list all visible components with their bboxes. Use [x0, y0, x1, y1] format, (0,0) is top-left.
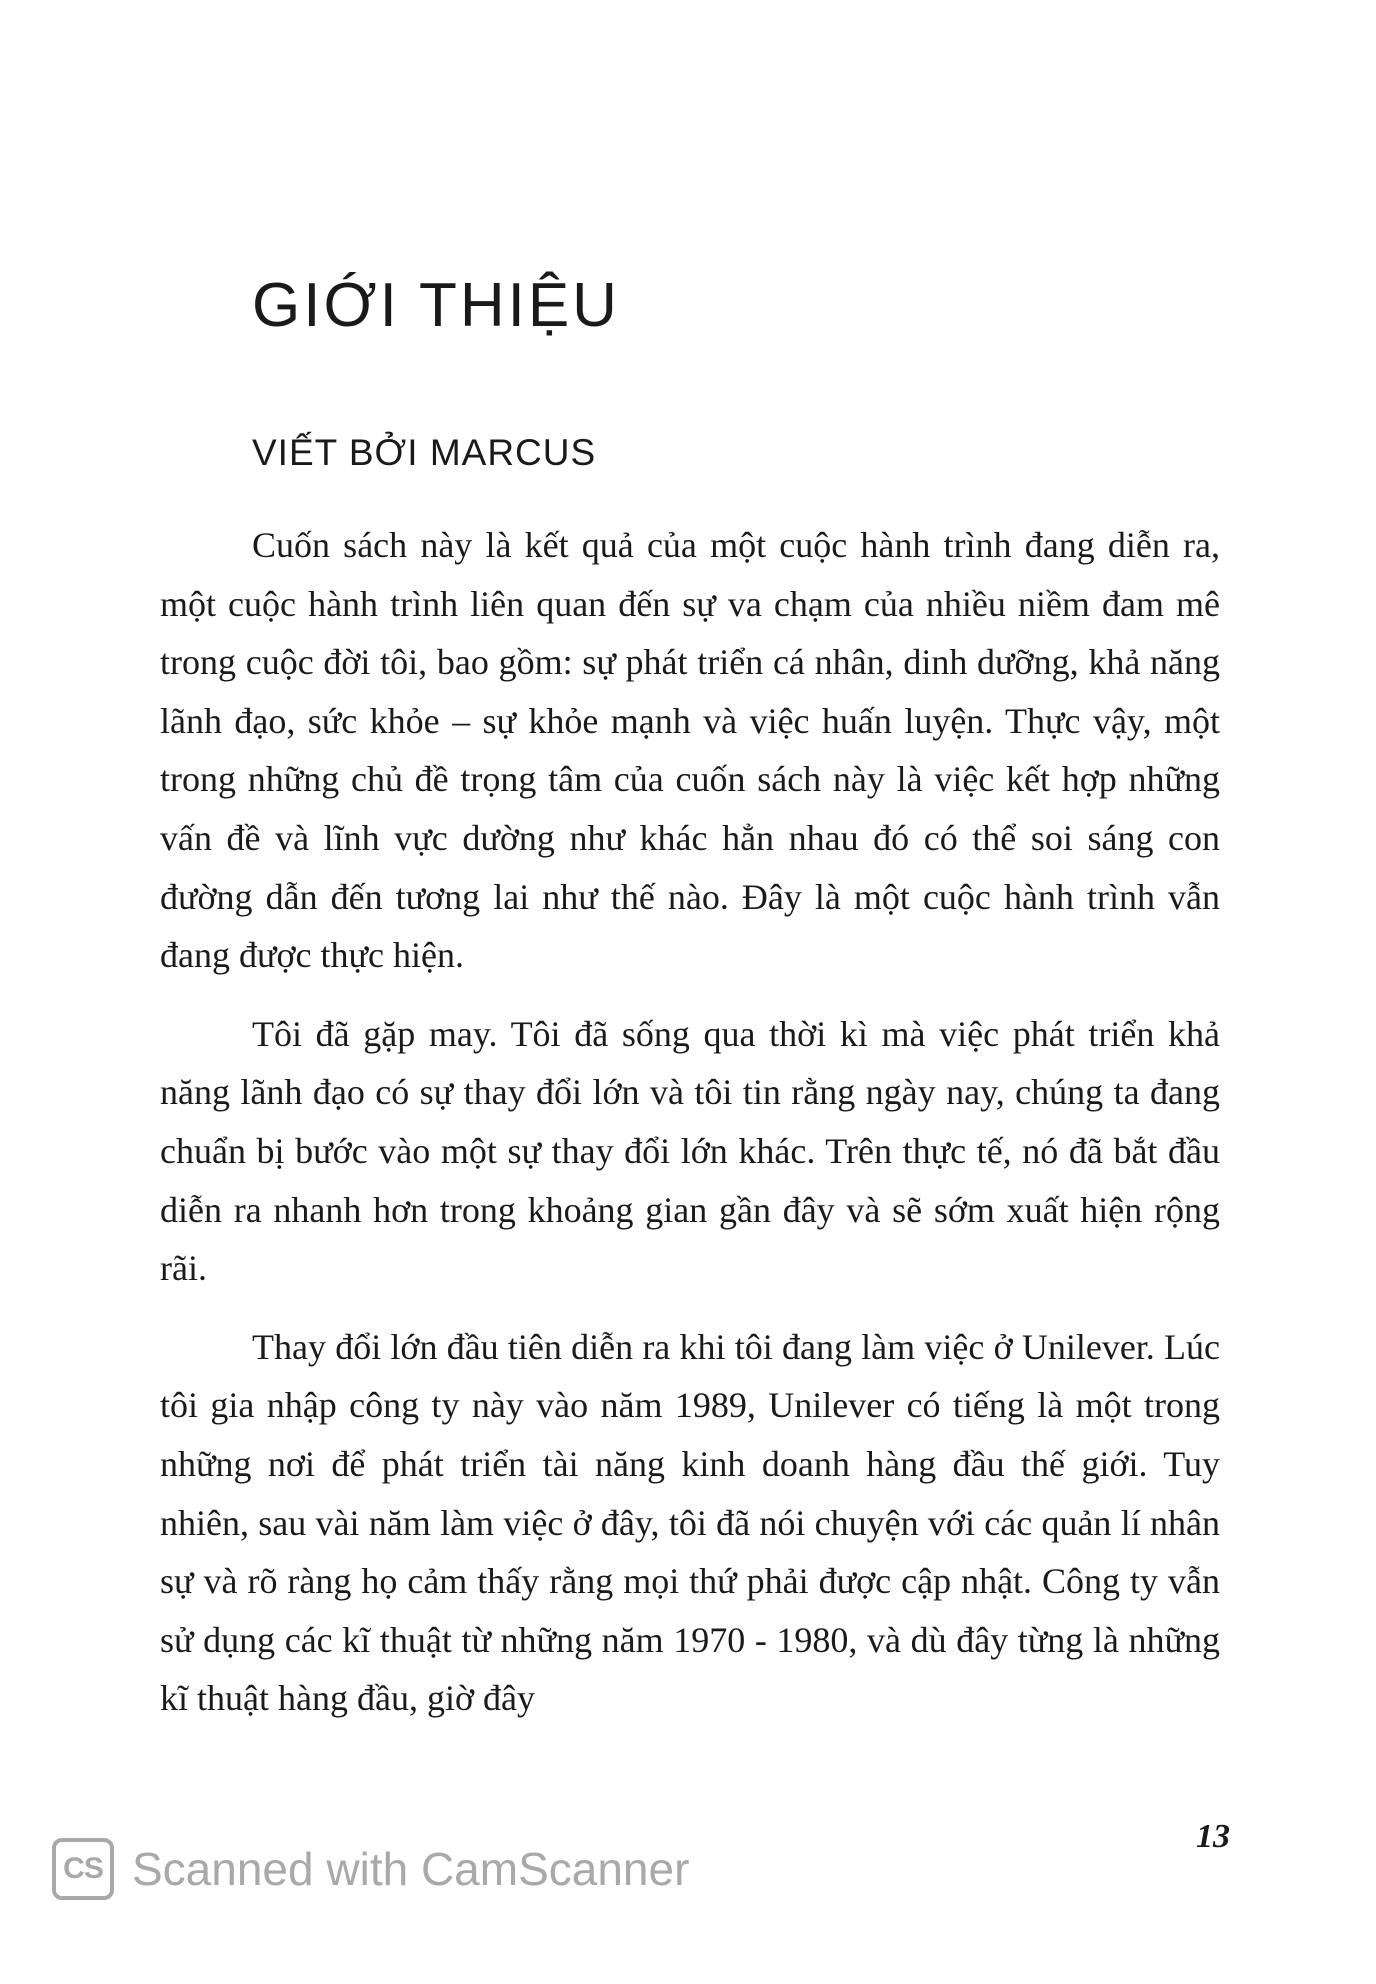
watermark-text: Scanned with CamScanner: [132, 1843, 690, 1895]
paragraph-3: Thay đổi lớn đầu tiên diễn ra khi tôi đang làm việc ở Unilever. Lúc tôi gia nhập công ty này vào năm 1989, Unilever có tiếng là một trong những nơi để phát triển tài năng kinh doanh hàng đầu thế giới. Tuy nhiên, sau vài năm làm việc ở đây, tôi đã nói chuyện với các quản lí nhân sự và rõ ràng họ cảm thấy rằng mọi thứ phải được cập nhật. Công ty vẫn sử dụng các kĩ thuật từ những năm 1970 - 1980, và dù đây từng là những kĩ thuật hàng đầu, giờ đây: [160, 1326, 1220, 1719]
paragraph-1: Cuốn sách này là kết quả của một cuộc hành trình đang diễn ra, một cuộc hành trình liên quan đến sự va chạm của nhiều niềm đam mê trong cuộc đời tôi, bao gồm: sự phát triển cá nhân, dinh dưỡng, khả năng lãnh đạo, sức khỏe – sự khỏe mạnh và việc huấn luyện. Thực vậy, một trong những chủ đề trọng tâm của cuốn sách này là việc kết hợp những vấn đề và lĩnh vực dường như khác hẳn nhau đó có thể soi sáng con đường dẫn đến tương lai như thế nào. Đây là một cuộc hành trình vẫn đang được thực hiện.: [160, 525, 1220, 976]
chapter-byline: VIẾT BỞI MARCUS: [252, 432, 597, 473]
camscanner-logo-icon: CS: [52, 1838, 114, 1900]
page-number: 13: [1196, 1818, 1230, 1855]
camscanner-watermark: [52, 1838, 689, 1900]
paragraph-2: Tôi đã gặp may. Tôi đã sống qua thời kì mà việc phát triển khả năng lãnh đạo có sự thay đổi lớn và tôi tin rằng ngày nay, chúng ta đang chuẩn bị bước vào một sự thay đổi lớn khác. Trên thực tế, nó đã bắt đầu diễn ra nhanh hơn trong khoảng gian gần đây và sẽ sớm xuất hiện rộng rãi.: [160, 1013, 1220, 1289]
body-text: [160, 516, 1220, 1748]
chapter-title: GIỚI THIỆU: [252, 271, 620, 340]
